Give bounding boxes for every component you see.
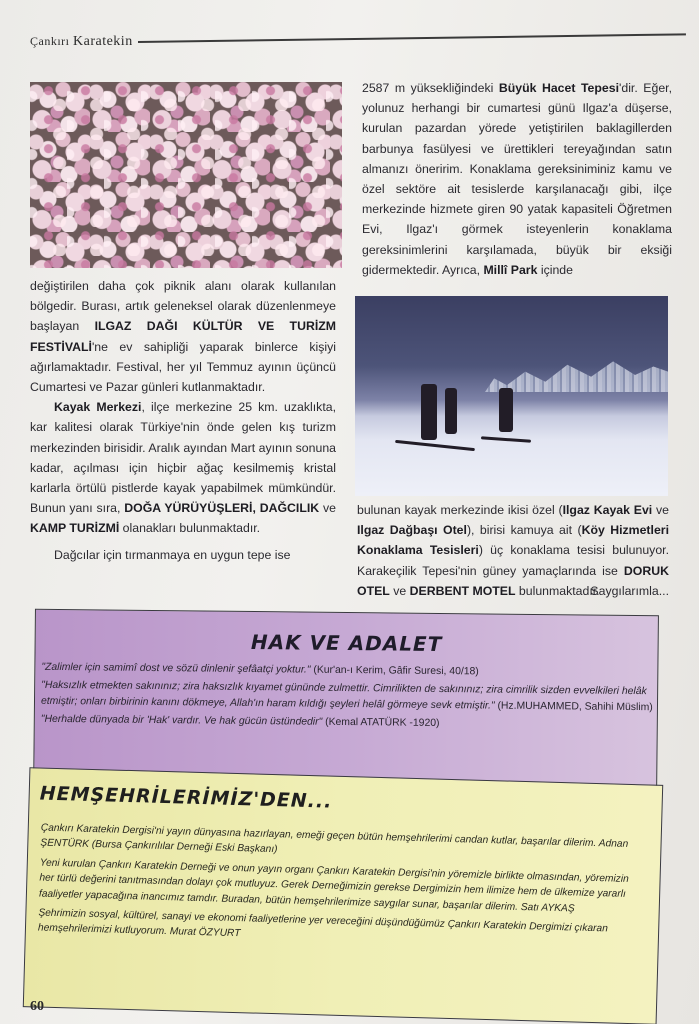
- left-paragraph-2: Kayak Merkezi, ilçe merkezine 25 km. uzaklıkta, kar kalitesi olarak Türkiye'nin önde gelen kış turizm merkezinden birisidir. Aralık ayından Mart ayının sonuna kadar, açılması için hiçbir ağaç kesilmemiş kristal karlarla örtülü pistlerde kayak yapabilmek mümkündür. Bunun yanı sıra, DOĞA YÜRÜYÜŞLERİ, DAĞCILIK ve KAMP TURİZMİ olanakları bulunmaktadır.: [30, 400, 337, 536]
- magazine-brand: [30, 34, 133, 50]
- hem-box-body: [38, 821, 647, 958]
- skier-figure: [445, 388, 457, 434]
- right-column-text-top: [362, 78, 672, 280]
- ski-center-label: Kayak Merkezi: [54, 400, 142, 415]
- header-rule: [138, 33, 686, 43]
- left-paragraph-1: değiştirilen daha çok piknik alanı olarak kullanılan bölgedir. Burası, artık geleneksel olarak düzenlenmeye başlayan ILGAZ DAĞI KÜLTÜR VE TURİZM FESTİVALİ'ne ev sahipliği yaparak binlerce kişiyi ağırlamaktadır. Festival, her yıl Temmuz ayının üçüncü Cumartesi ve Pazar günleri kutlanmaktadır.: [30, 279, 336, 395]
- hak-box-body: [41, 660, 654, 736]
- festival-name: ILGAZ DAĞI KÜLTÜR VE TURİZM FESTİVALİ: [30, 319, 336, 354]
- skier-figure: [421, 384, 437, 440]
- skier-figure: [499, 388, 513, 432]
- right-column-text-bottom: [357, 500, 669, 601]
- quote-1: "Zalimler için samimî dost ve sözü dinlenir şefâatçi yoktur." (Kur'an-ı Kerim, Gâfir Suresi, 40/18): [41, 661, 479, 678]
- brand-small: Çankırı: [30, 34, 70, 48]
- hemsehrilerimizden-box: [23, 767, 663, 1024]
- ski-photo: [355, 296, 668, 496]
- ski-pair: [395, 440, 475, 451]
- message-2: Yeni kurulan Çankırı Karatekin Derneği ve onun yayın organı Çankırı Karatekin Dergisi'nin yöremizle birlikte olmasından, yöremizin her türlü değerini tanıtmasından dolayı çok mutluyuz. Gerek Derneğimizin gerekse Dergimizin hem ilimize hem de ülkemize yararlı faaliyetler yapacağına inancımız tamdır. Buradan, bütün hemşehrilerimize saygılar sunar, başarılar dilerim. Satı AYKAŞ: [38, 857, 629, 915]
- right-paragraph-2: bulunan kayak merkezinde ikisi özel (Ilgaz Kayak Evi ve Ilgaz Dağbaşı Otel), birisi kamuya ait (Köy Hizmetleri Konaklama Tesisleri) üç konaklama tesisi bulunuyor. Karakeçilik Tepesi'nin güney yamaçlarında ise DORUK OTEL ve DERBENT MOTEL bulunmaktadır.: [357, 503, 670, 598]
- ski-tree-line: [485, 358, 668, 392]
- hak-box-title: HAK VE ADALET: [250, 630, 443, 657]
- left-paragraph-3: Dağcılar için tırmanmaya en uygun tepe ise: [54, 547, 291, 562]
- quote-2: "Haksızlık etmekten sakınınız; zira haksızlık kıyamet gününde zulmettir. Cimrilikten de sakınınız; zira cimrilik sizden evvelkileri helâk etmiştir; onları birbirinin kanını dökmeye, Allah'ın haram kıldığı şeyleri helâl görmeye sevk etmiştir." (Hz.MUHAMMED, Sahihi Müslim): [40, 679, 653, 714]
- message-3: Şehrimizin sosyal, kültürel, sanayi ve ekonomi faaliyetlerine yer vereceğini düşündüğümüz Çankırı Karatekin Dergimizi çıkaran hemşehrilerimizi kutluyorum. Murat ÖZYURT: [37, 907, 608, 940]
- flower-photo: [30, 82, 342, 268]
- message-1: Çankırı Karatekin Dergisi'ni yayın dünyasına hazırlayan, emeği geçen bütün hemşehrilerimi candan kutlar, başarılar dilerim. Adnan ŞENTÜRK (Bursa Çankırılılar Derneği Eski Başkanı): [40, 822, 629, 856]
- hem-box-title: HEMŞEHRİLERİMİZ'DEN...: [39, 782, 333, 813]
- page-number: 60: [30, 999, 44, 1014]
- ski-pair: [481, 436, 531, 442]
- quote-3: "Herhalde dünyada bir 'Hak' vardır. Ve hak gücün üstündedir" (Kemal ATATÜRK -1920): [40, 713, 440, 729]
- signoff: Saygılarımla...: [590, 584, 669, 599]
- brand-big: Karatekin: [73, 34, 133, 49]
- right-paragraph-1: 2587 m yüksekliğindeki Büyük Hacet Tepesi'dir. Eğer, yolunuz herhangi bir cumartesi günü Ilgaz'a düşerse, kurulan pazardan yörede yetiştirilen baklagillerden barbunya fasülyesi ve ürettikleri tereyağından satın almanızı öneririm. Konaklama gereksiniminiz kamu ve özel sektöre ait tesislerde karşılanacağı gibi, ilçe merkezinde hizmete giren 90 yatak kapasiteli Öğretmen Evi, Ilgaz'ı görmek isteyenlerin konaklama gereksinimlerini karşılamada, büyük bir eksiği gidermektedir. Ayrıca, Millî Park içinde: [362, 81, 672, 277]
- left-column-text: [30, 276, 336, 565]
- page-header: [30, 30, 685, 50]
